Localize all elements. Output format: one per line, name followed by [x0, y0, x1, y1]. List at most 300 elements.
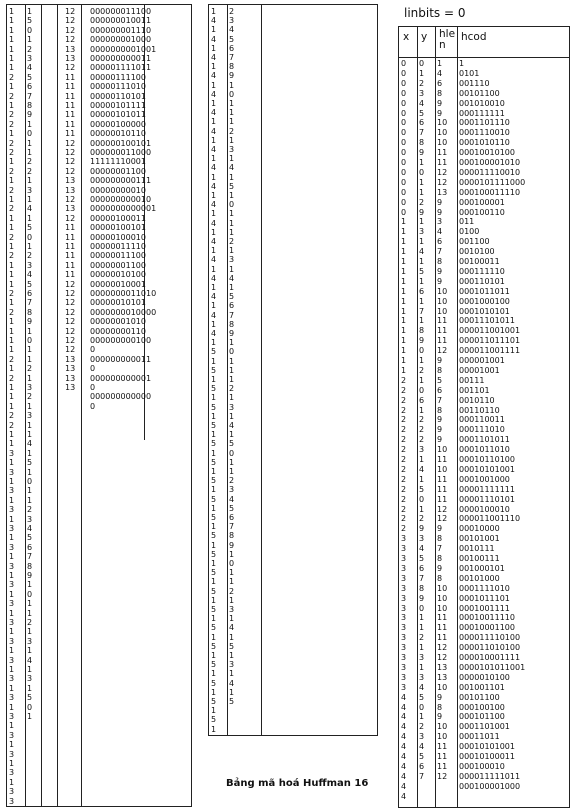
table-cell: 8	[229, 62, 235, 72]
table-cell: 10	[437, 128, 448, 138]
table-cell: 2	[401, 375, 407, 385]
table-cell: 9	[27, 110, 33, 120]
table-cell: 6	[419, 761, 425, 771]
table-cell: 1	[9, 157, 15, 167]
table-cell: 2	[401, 504, 407, 514]
table-cell: 2	[9, 411, 15, 421]
table-cell: 3	[9, 636, 15, 646]
table-cell: 1	[27, 580, 33, 590]
table-cell: 1	[419, 257, 425, 266]
table-cell: 0000000000001	[90, 204, 157, 214]
table-cell: 1	[211, 687, 217, 697]
table-cell: 3	[27, 514, 33, 524]
table-cell: 00010101001	[459, 464, 515, 474]
table-cell: 3	[419, 227, 425, 237]
table-cell: 000100110	[459, 207, 505, 217]
table-cell: 000011001111	[459, 346, 521, 356]
table-cell: 13	[65, 364, 76, 374]
table-cell: 9	[437, 712, 443, 722]
table-cell: 1	[9, 777, 15, 787]
table-cell: 1	[211, 135, 217, 145]
table-left-col2	[25, 5, 41, 806]
table-cell: 4	[419, 682, 425, 692]
table-cell: 0	[401, 187, 407, 197]
table-cell: 9	[419, 524, 425, 534]
table-cell: 5	[211, 402, 217, 412]
table-cell: 3	[9, 486, 15, 496]
table-cell: 00110110	[459, 405, 500, 415]
table-cell: 5	[27, 279, 33, 289]
table-cell: 12	[437, 167, 448, 177]
table-cell: 000110011	[459, 415, 505, 425]
table-cell: 0	[401, 59, 407, 68]
table-cell: 1	[9, 82, 15, 92]
table-cell: 1	[9, 364, 15, 374]
table-cell: 12	[65, 289, 76, 298]
table-cell: 1	[27, 599, 33, 609]
table-cell: 1	[229, 632, 235, 642]
table-cell: 1	[211, 264, 217, 274]
table-cell: 00000111100	[90, 72, 146, 82]
table-cell: 1	[437, 59, 443, 68]
table-cell: 11111110001	[90, 157, 146, 167]
table-cell: 1	[229, 365, 235, 375]
table-cell: 5	[211, 476, 217, 486]
table-cell: 1	[419, 276, 425, 286]
table-cell: 1	[229, 172, 235, 182]
table-cell: 1	[27, 326, 33, 336]
linbits-label: linbits = 0	[404, 6, 466, 20]
table-cell: 00010000	[459, 524, 500, 534]
table-cell: 4	[229, 421, 235, 430]
table-cell: 000011010100	[459, 643, 521, 653]
table-cell: 4	[229, 273, 235, 283]
table-cell: 1	[211, 706, 217, 716]
table-cell: 13	[65, 44, 76, 54]
table-cell: 1	[211, 393, 217, 403]
table-cell: 5	[419, 554, 425, 563]
table-cell: 1	[211, 154, 217, 164]
table-cell: 4	[419, 742, 425, 752]
table-cell: 3	[419, 672, 425, 682]
table-cell: 10	[437, 118, 448, 128]
table-cell: 4	[211, 126, 217, 136]
table-cell: 9	[437, 266, 443, 276]
table-cell: 3	[229, 485, 235, 495]
table-cell: 4	[211, 218, 217, 228]
table-cell: 0001111010	[459, 583, 510, 593]
table-cell: 1	[211, 448, 217, 458]
table-cell: 1	[211, 25, 217, 35]
table-cell: 2	[9, 251, 15, 261]
table-cell: 3	[9, 768, 15, 778]
table-cell: 1	[27, 448, 33, 458]
table-cell: 12	[65, 16, 76, 26]
table-cell: 1	[211, 430, 217, 440]
table-cell: 5	[419, 484, 425, 494]
table-cell: 7	[419, 771, 425, 781]
table-cell: 00010110100	[459, 455, 515, 464]
table-cell: 13	[437, 672, 448, 682]
table-cell: 1	[419, 237, 425, 247]
table-cell: 6	[437, 78, 443, 88]
table-cell: 00010100011	[459, 752, 515, 761]
table-cell: 8	[27, 101, 33, 110]
table-right-y	[417, 59, 435, 807]
table-cell: 1	[229, 218, 235, 228]
table-cell: 3	[229, 605, 235, 614]
table-cell: 0	[401, 207, 407, 217]
table-cell: 000001111011	[90, 63, 152, 73]
table-cell: 1	[229, 614, 235, 624]
table-cell: 1	[229, 375, 235, 384]
table-cell: 0	[401, 88, 407, 98]
table-cell: 00101000	[459, 573, 500, 583]
table-cell: 3	[401, 643, 407, 653]
table-cell: 001101	[459, 385, 490, 395]
table-cell: 6	[419, 118, 425, 128]
table-cell: 4	[401, 761, 407, 771]
table-cell: 4	[211, 292, 217, 302]
table-cell: 00100011	[459, 257, 500, 266]
table-cell: 3	[9, 467, 15, 477]
table-cell: 2	[401, 474, 407, 484]
table-cell: 1	[229, 246, 235, 256]
table-cell: 2	[419, 633, 425, 643]
table-cell: 1	[9, 683, 15, 693]
table-right-x	[399, 59, 417, 807]
table-cell: 1	[9, 260, 15, 270]
table-cell: 5	[211, 715, 217, 725]
table-cell: 8	[229, 531, 235, 541]
table-cell: 00001001	[459, 365, 500, 375]
table-cell: 1	[9, 430, 15, 439]
table-cell: 9	[229, 329, 235, 338]
table-cell: 0	[90, 383, 96, 392]
table-cell: 1	[211, 191, 217, 200]
table-cell: 7	[229, 522, 235, 532]
table-cell: 2	[229, 126, 235, 136]
table-cell: 1	[9, 495, 15, 505]
table-cell: 4	[401, 752, 407, 761]
table-cell: 1	[9, 533, 15, 543]
table-cell: 4	[229, 25, 235, 35]
table-cell: 10	[437, 445, 448, 455]
table-cell: 00000001100	[90, 166, 146, 176]
table-cell: 000011110100	[459, 633, 521, 643]
table-cell: 12	[65, 279, 76, 289]
table-cell: 11	[65, 129, 76, 139]
table-cell: 8	[437, 88, 443, 98]
table-cell: 1	[9, 44, 15, 54]
table-cell: 3	[419, 653, 425, 662]
table-cell: 7	[419, 573, 425, 583]
table-cell: 0001101001	[459, 722, 510, 732]
table-cell: 0	[229, 448, 235, 458]
table-cell: 00000010101	[90, 298, 146, 308]
table-cell: 2	[9, 138, 15, 148]
table-cell: 1	[211, 80, 217, 90]
table-cell: 000000000011	[90, 354, 152, 364]
table-cell: 9	[27, 317, 33, 327]
table-cell: 00000100101	[90, 223, 146, 233]
table-cell: 5	[27, 458, 33, 468]
table-cell: 7	[229, 53, 235, 62]
table-cell: 2	[27, 618, 33, 627]
table-cell: 2	[9, 373, 15, 383]
table-cell: 3	[27, 636, 33, 646]
table-cell: 2	[27, 157, 33, 167]
table-cell: 0	[419, 494, 425, 504]
table-cell: 1	[419, 474, 425, 484]
table-cell: 1	[211, 375, 217, 384]
table-cell: 0	[419, 59, 425, 68]
table-cell: 11	[65, 242, 76, 251]
table-cell: 00000010110	[90, 129, 146, 139]
table-cell: 1	[401, 266, 407, 276]
table-cell: 000000001000	[90, 35, 152, 45]
table-cell: 000000000100	[90, 336, 152, 345]
table-cell: 4	[401, 712, 407, 722]
table-cell: 11	[437, 623, 448, 633]
table-cell: 1	[9, 759, 15, 768]
table-cell: 011	[459, 217, 475, 227]
table-cell: 1	[401, 286, 407, 296]
table-cell: 0001010110	[459, 138, 510, 148]
table-cell: 12	[65, 35, 76, 45]
table-cell: 00000011110	[90, 242, 146, 251]
table-cell: 00000001100	[90, 260, 146, 270]
table-cell: 11	[65, 119, 76, 129]
table-cell: 000000000001	[90, 373, 152, 383]
table-cell: 1	[229, 549, 235, 559]
table-cell: 6	[437, 237, 443, 247]
table-cell: 1	[401, 336, 407, 346]
table-cell: 0001001111	[459, 603, 510, 613]
table-cell: 2	[27, 505, 33, 515]
table-cell: 9	[437, 692, 443, 702]
table-cell: 11	[437, 752, 448, 761]
table-cell: 3	[401, 554, 407, 563]
table-cell: 5	[211, 660, 217, 670]
table-cell: 13	[65, 383, 76, 392]
table-cell: 13	[437, 187, 448, 197]
table-cell: 2	[9, 148, 15, 157]
table-cell: 3	[419, 445, 425, 455]
table-cell: 2	[9, 420, 15, 430]
table-cell: 4	[437, 68, 443, 78]
table-cell: 3	[27, 54, 33, 63]
table-cell: 2	[419, 365, 425, 375]
table-cell: 6	[27, 82, 33, 92]
table-cell: 1	[27, 345, 33, 355]
table-cell: 1	[419, 68, 425, 78]
table-cell: 00000110101	[90, 91, 146, 101]
table-cell: 1	[419, 643, 425, 653]
table-cell: 0	[401, 108, 407, 118]
table-cell: 000000000111	[90, 176, 152, 186]
table-cell: 1	[9, 16, 15, 26]
table-cell: 1	[401, 237, 407, 247]
table-cell: 1	[401, 365, 407, 375]
table-cell: 1	[229, 595, 235, 605]
table-cell: 000100001000	[459, 781, 521, 791]
table-cell: 11	[65, 270, 76, 280]
table-cell: 6	[229, 513, 235, 522]
table-cell: 1	[401, 276, 407, 286]
table-cell: 8	[437, 573, 443, 583]
table-cell: 000011001001	[459, 326, 521, 336]
table-cell: 13	[65, 185, 76, 195]
table-cell: 3	[9, 505, 15, 515]
table-cell: 4	[419, 464, 425, 474]
table-cell: 00010011110	[459, 613, 515, 623]
table-cell: 1	[9, 589, 15, 599]
table-cell: 1	[9, 345, 15, 355]
table-cell: 4	[401, 692, 407, 702]
table-cell: 1	[229, 283, 235, 292]
table-cell: 000000100101	[90, 138, 152, 148]
table-cell: 3	[437, 217, 443, 227]
table-cell: 4	[211, 108, 217, 118]
table-cell: 1	[211, 62, 217, 72]
table-left	[6, 4, 192, 807]
table-cell: 8	[419, 583, 425, 593]
table-cell: 2	[401, 415, 407, 425]
table-cell: 2	[229, 7, 235, 16]
table-cell: 001110	[459, 78, 490, 88]
table-cell: 1	[9, 195, 15, 204]
table-cell: 3	[27, 674, 33, 684]
table-cell: 2	[9, 91, 15, 101]
table-cell: 1	[27, 420, 33, 430]
table-cell: 4	[229, 494, 235, 504]
table-cell: 1	[419, 455, 425, 464]
table-cell: 1	[211, 356, 217, 366]
table-cell: 3	[401, 672, 407, 682]
table-cell: 7	[27, 91, 33, 101]
table-cell: 12	[437, 177, 448, 187]
table-cell: 0000000010000	[90, 307, 157, 317]
table-cell: 11	[437, 326, 448, 336]
table-cell: 1	[9, 740, 15, 750]
table-cell: 00000010100	[90, 270, 146, 280]
table-cell: 8	[437, 257, 443, 266]
table-cell: 9	[437, 415, 443, 425]
table-cell: 0000101011001	[459, 662, 526, 672]
table-cell: 1	[229, 209, 235, 219]
table-cell: 1	[211, 7, 217, 16]
table-cell: 11	[65, 232, 76, 242]
table-cell: 0010100	[459, 247, 495, 257]
table-cell: 5	[27, 533, 33, 543]
table-cell: 0	[27, 589, 33, 599]
table-cell: 1	[27, 683, 33, 693]
table-cell: 13	[437, 662, 448, 672]
table-cell: 1	[211, 99, 217, 108]
table-cell: 3	[9, 561, 15, 571]
table-cell: 4	[229, 163, 235, 173]
table-cell: 6	[437, 385, 443, 395]
table-middle-col1	[209, 5, 227, 735]
table-cell: 0	[229, 89, 235, 99]
table-cell: 0	[27, 477, 33, 486]
table-cell: 11	[437, 613, 448, 623]
table-cell: 7	[419, 128, 425, 138]
table-cell: 5	[211, 513, 217, 522]
table-cell: 0001011101	[459, 593, 510, 603]
table-cell: 12	[65, 345, 76, 355]
table-cell: 1	[27, 712, 33, 721]
table-cell: 1	[211, 338, 217, 348]
table-cell: 13	[65, 354, 76, 364]
table-cell: 0	[90, 401, 96, 411]
table-cell: 3	[401, 613, 407, 623]
table-cell: 1	[229, 99, 235, 108]
table-cell: 3	[9, 448, 15, 458]
table-cell: 0	[27, 702, 33, 712]
table-cell: 2	[401, 425, 407, 435]
table-cell: 11	[65, 110, 76, 120]
table-cell: 12	[65, 307, 76, 317]
table-cell: 5	[229, 34, 235, 44]
table-cell: 1	[419, 187, 425, 197]
table-cell: 8	[437, 405, 443, 415]
table-cell: 0	[401, 68, 407, 78]
table-cell: 1	[211, 227, 217, 237]
table-cell: 5	[211, 494, 217, 504]
table-cell: 1	[419, 662, 425, 672]
table-cell: 5	[419, 692, 425, 702]
table-cell: 8	[437, 365, 443, 375]
table-middle-col2	[227, 5, 247, 735]
table-cell: 2	[419, 722, 425, 732]
table-cell: 3	[401, 623, 407, 633]
table-cell: 0	[401, 158, 407, 167]
table-cell: 000011110010	[459, 167, 521, 177]
table-cell: 1	[229, 651, 235, 660]
table-cell: 1	[419, 217, 425, 227]
table-cell: 001000101	[459, 563, 505, 573]
table-cell: 0	[27, 25, 33, 35]
table-cell: 000111110	[459, 266, 505, 276]
table-cell: 1	[401, 296, 407, 306]
table-cell: 001100	[459, 237, 490, 247]
table-cell: 12	[437, 504, 448, 514]
table-cell: 11	[65, 251, 76, 261]
table-cell: 9	[27, 571, 33, 580]
table-cell: 0000000011010	[90, 289, 157, 298]
table-cell: 4	[401, 791, 407, 801]
table-cell: 10	[437, 583, 448, 593]
table-cell: 1	[9, 326, 15, 336]
table-cell: 3	[9, 749, 15, 759]
table-cell: 9	[437, 524, 443, 534]
table-cell: 11	[437, 633, 448, 643]
table-cell: 1	[9, 458, 15, 468]
table-cell: 2	[9, 72, 15, 82]
table-cell: 2	[9, 232, 15, 242]
table-cell: 10	[437, 286, 448, 296]
table-cell: 4	[211, 16, 217, 26]
table-cell: 2	[27, 166, 33, 176]
table-cell: 1	[229, 687, 235, 697]
table-cell: 1	[229, 108, 235, 118]
table-cell: 1	[419, 356, 425, 365]
table-cell: 000000000010	[90, 195, 152, 204]
table-cell: 00000100010	[90, 232, 146, 242]
table-cell: 1	[27, 176, 33, 186]
